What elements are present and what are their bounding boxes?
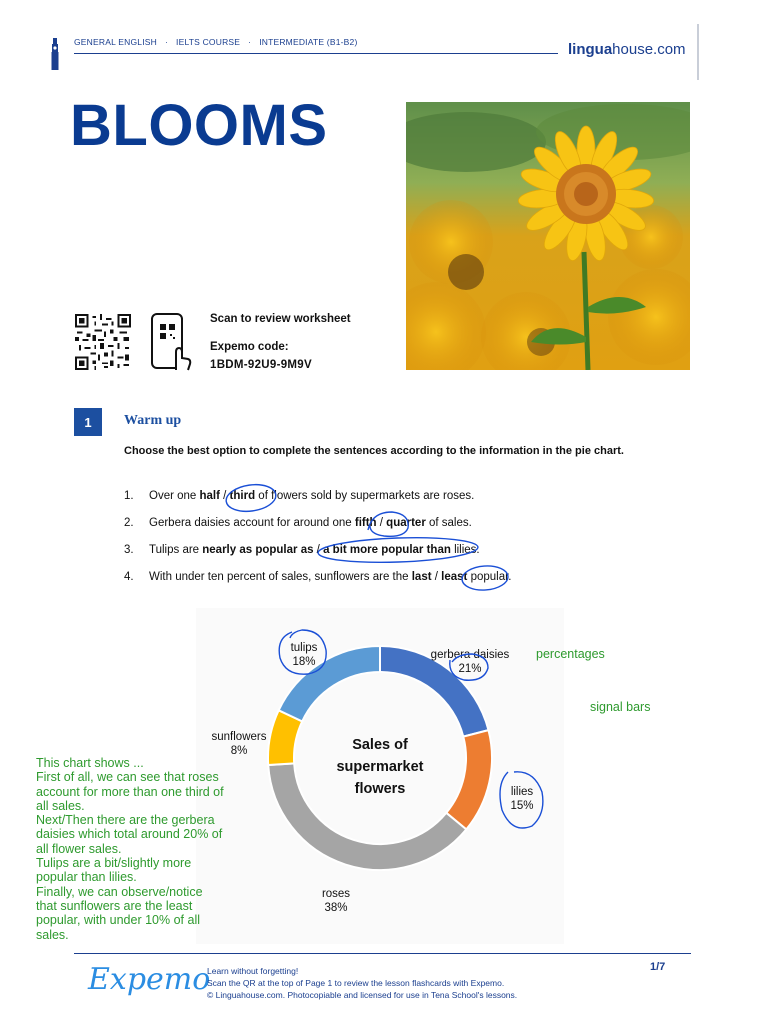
header-side-bar [697, 24, 699, 80]
value-label: 38% [324, 902, 348, 914]
expemo-logo[interactable]: Expemo [88, 962, 211, 997]
question-text: With under ten percent of sales, sunflowers are the [149, 571, 412, 583]
page-number: 1/7 [650, 961, 666, 973]
value-label: 18% [292, 656, 316, 668]
note-line: all sales. [36, 798, 85, 813]
note-line: daisies which total around 20% of [36, 827, 223, 842]
question-text: popular. [467, 571, 512, 583]
category-label: roses [321, 888, 351, 900]
category-label: gerbera daisies [430, 649, 510, 661]
value-label: 21% [458, 663, 482, 675]
scan-title: Scan to review worksheet [210, 313, 351, 325]
breadcrumb-item: INTERMEDIATE (B1-B2) [259, 37, 358, 47]
question-text: of flowers sold by supermarkets are roses. [255, 490, 475, 502]
note-summary [36, 756, 224, 942]
question-number: 4. [124, 571, 134, 583]
expemo-code-label: Expemo code: [210, 341, 289, 353]
value-label: 15% [510, 800, 534, 812]
option-b[interactable]: least [441, 571, 468, 583]
footer-divider [74, 953, 691, 954]
note-line: This chart shows ... [36, 756, 144, 770]
footer-line: © Linguahouse.com. Photocopiable and licensed for use in Tena School's lessons. [207, 990, 518, 1000]
option-b[interactable]: third [229, 490, 256, 502]
note-line: Next/Then there are the gerbera [36, 813, 215, 828]
phone-scan-icon [150, 312, 192, 372]
chart-title-line: flowers [354, 781, 406, 797]
note-line: sales. [36, 927, 69, 942]
question-4 [124, 571, 512, 583]
question-3 [124, 544, 480, 556]
note-signal-bars: signal bars [590, 700, 651, 714]
note-line: Finally, we can observe/notice [36, 884, 203, 899]
option-a[interactable]: last [411, 571, 432, 583]
note-line: that sunflowers are the least [36, 898, 193, 913]
category-label: lilies [510, 786, 534, 798]
question-2 [124, 517, 472, 529]
option-b[interactable]: quarter [386, 517, 426, 529]
option-separator: / [376, 517, 387, 529]
chart-title-line: Sales of [352, 737, 408, 753]
question-number: 3. [124, 544, 134, 556]
note-percentages: percentages [536, 647, 605, 661]
question-1 [124, 490, 474, 502]
question-number: 2. [124, 517, 134, 529]
breadcrumb-item: GENERAL ENGLISH [74, 37, 157, 47]
brand-bold: lingua [568, 41, 613, 58]
breadcrumb: GENERAL ENGLISH · IELTS COURSE · INTERMEDIATE (B1-B2) [74, 37, 358, 47]
footer-line: Scan the QR at the top of Page 1 to review the lesson flashcards with Expemo. [207, 978, 505, 988]
big-ben-icon [50, 38, 60, 70]
section-title: Warm up [124, 413, 182, 428]
note-line: popular than lilies. [36, 870, 137, 885]
note-line: popular, with under 10% of all [36, 913, 200, 928]
option-a[interactable]: half [199, 490, 220, 502]
option-a[interactable]: fifth [354, 517, 377, 529]
qr-code[interactable] [74, 314, 132, 370]
category-label: sunflowers [211, 731, 267, 743]
category-label: tulips [290, 642, 318, 654]
option-separator: / [313, 544, 324, 556]
question-number: 1. [124, 490, 134, 502]
note-line: First of all, we can see that roses [36, 770, 219, 785]
question-text: Gerbera daisies account for around one [149, 517, 355, 529]
expemo-code: 1BDM-92U9-9M9V [210, 359, 312, 371]
note-line: Tulips are a bit/slightly more [36, 856, 192, 871]
breadcrumb-item: IELTS COURSE [176, 37, 241, 47]
header-divider [74, 53, 558, 54]
question-text: Tulips are [149, 544, 203, 556]
instruction: Choose the best option to complete the sentences according to the information in the pie chart. [124, 445, 624, 457]
footer-text [207, 965, 517, 1001]
chart-title-line: supermarket [336, 759, 424, 775]
page-title: BLOOMS [70, 93, 328, 158]
section-number: 1 [74, 408, 102, 436]
note-line: all flower sales. [36, 841, 122, 856]
option-separator: / [219, 490, 230, 502]
question-text: lilies. [450, 544, 480, 556]
value-label: 8% [230, 745, 248, 757]
option-a[interactable]: nearly as popular as [202, 544, 314, 556]
brand-logo[interactable] [568, 41, 686, 58]
pie-chart [196, 608, 564, 944]
brand-rest: house.com [612, 41, 686, 58]
footer-line: Learn without forgetting! [207, 966, 299, 976]
note-line: account for more than one third of [36, 784, 224, 799]
question-text: of sales. [425, 517, 472, 529]
sunflower-photo [406, 102, 690, 370]
option-separator: / [431, 571, 442, 583]
option-b[interactable]: a bit more popular than [323, 544, 451, 556]
question-text: Over one [149, 490, 200, 502]
